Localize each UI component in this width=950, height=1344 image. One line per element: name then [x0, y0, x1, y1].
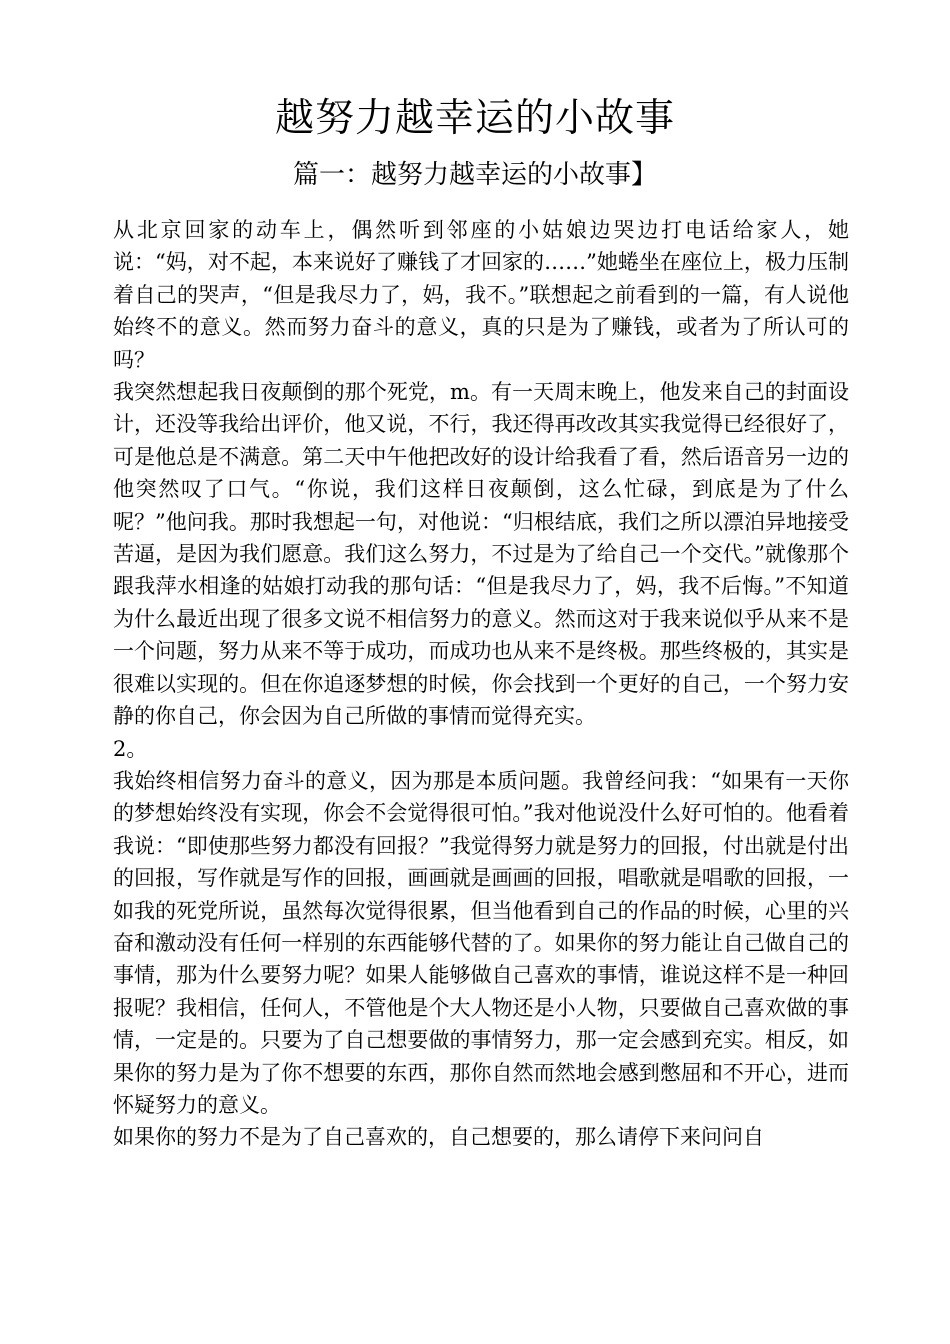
- paragraph: 如果你的努力不是为了自己喜欢的，自己想要的，那么请停下来问问自: [113, 1125, 764, 1150]
- paragraph: 我突然想起我日夜颠倒的那个死党，m。有一天周末晚上，他发来自己的封面设计，还没等我给出评价，他又说，不行，我还得再改改其实我觉得已经很好了，可是他总是不满意。第二天中午他把改好的设计给我看了看，然后语音另一边的他突然叹了口气。“你说，我们这样日夜颠倒，这么忙碌，到底是为了什么呢？”他问我。那时我想起一句，对他说：“归根结底，我们之所以漂泊异地接受苦逼，是因为我们愿意。我们这么努力，不过是为了给自己一个交代。”就像那个跟我萍水相逢的姑娘打动我的那句话：“但是我尽力了，妈，我不后悔。”不知道为什么最近出现了很多文说不相信努力的意义。然而这对于我来说似乎从来不是一个问题，努力从来不等于成功，而成功也从来不是终极。那些终极的，其实是很难以实现的。但在你追逐梦想的时候，你会找到一个更好的自己，一个努力安静的你自己，你会因为自己所做的事情而觉得充实。: [113, 380, 849, 729]
- paragraph: 从北京回家的动车上，偶然听到邻座的小姑娘边哭边打电话给家人，她说：“妈，对不起，本来说好了赚钱了才回家的……”她蜷坐在座位上，极力压制着自己的哭声，“但是我尽力了，妈，我不。”联想起之前看到的一篇，有人说他始终不的意义。然而努力奋斗的意义，真的只是为了赚钱，或者为了所认可的吗？: [113, 218, 849, 372]
- paragraph: 我始终相信努力奋斗的意义，因为那是本质问题。我曾经问我：“如果有一天你的梦想始终没有实现，你会不会觉得很可怕。”我对他说没什么好可怕的。他看着我说：“即使那些努力都没有回报？”我觉得努力就是努力的回报，付出就是付出的回报，写作就是写作的回报，画画就是画画的回报，唱歌就是唱歌的回报，一如我的死党所说，虽然每次觉得很累，但当他看到自己的作品的时候，心里的兴奋和激动没有任何一样别的东西能够代替的了。如果你的努力能让自己做自己的事情，那为什么要努力呢？如果人能够做自己喜欢的事情，谁说这样不是一种回报呢？我相信，任何人，不管他是个大人物还是小人物，只要做自己喜欢做的事情，一定是的。只要为了自己想要做的事情努力，那一定会感到充实。相反，如果你的努力是为了你不想要的东西，那你自然而然地会感到憋屈和不开心，进而怀疑努力的意义。: [113, 768, 849, 1117]
- document-title: 越努力越幸运的小故事: [274, 96, 675, 141]
- document-subtitle: 篇一：越努力越幸运的小故事】: [292, 160, 657, 190]
- section-number: 2。: [113, 736, 148, 761]
- document-body: [113, 214, 849, 1154]
